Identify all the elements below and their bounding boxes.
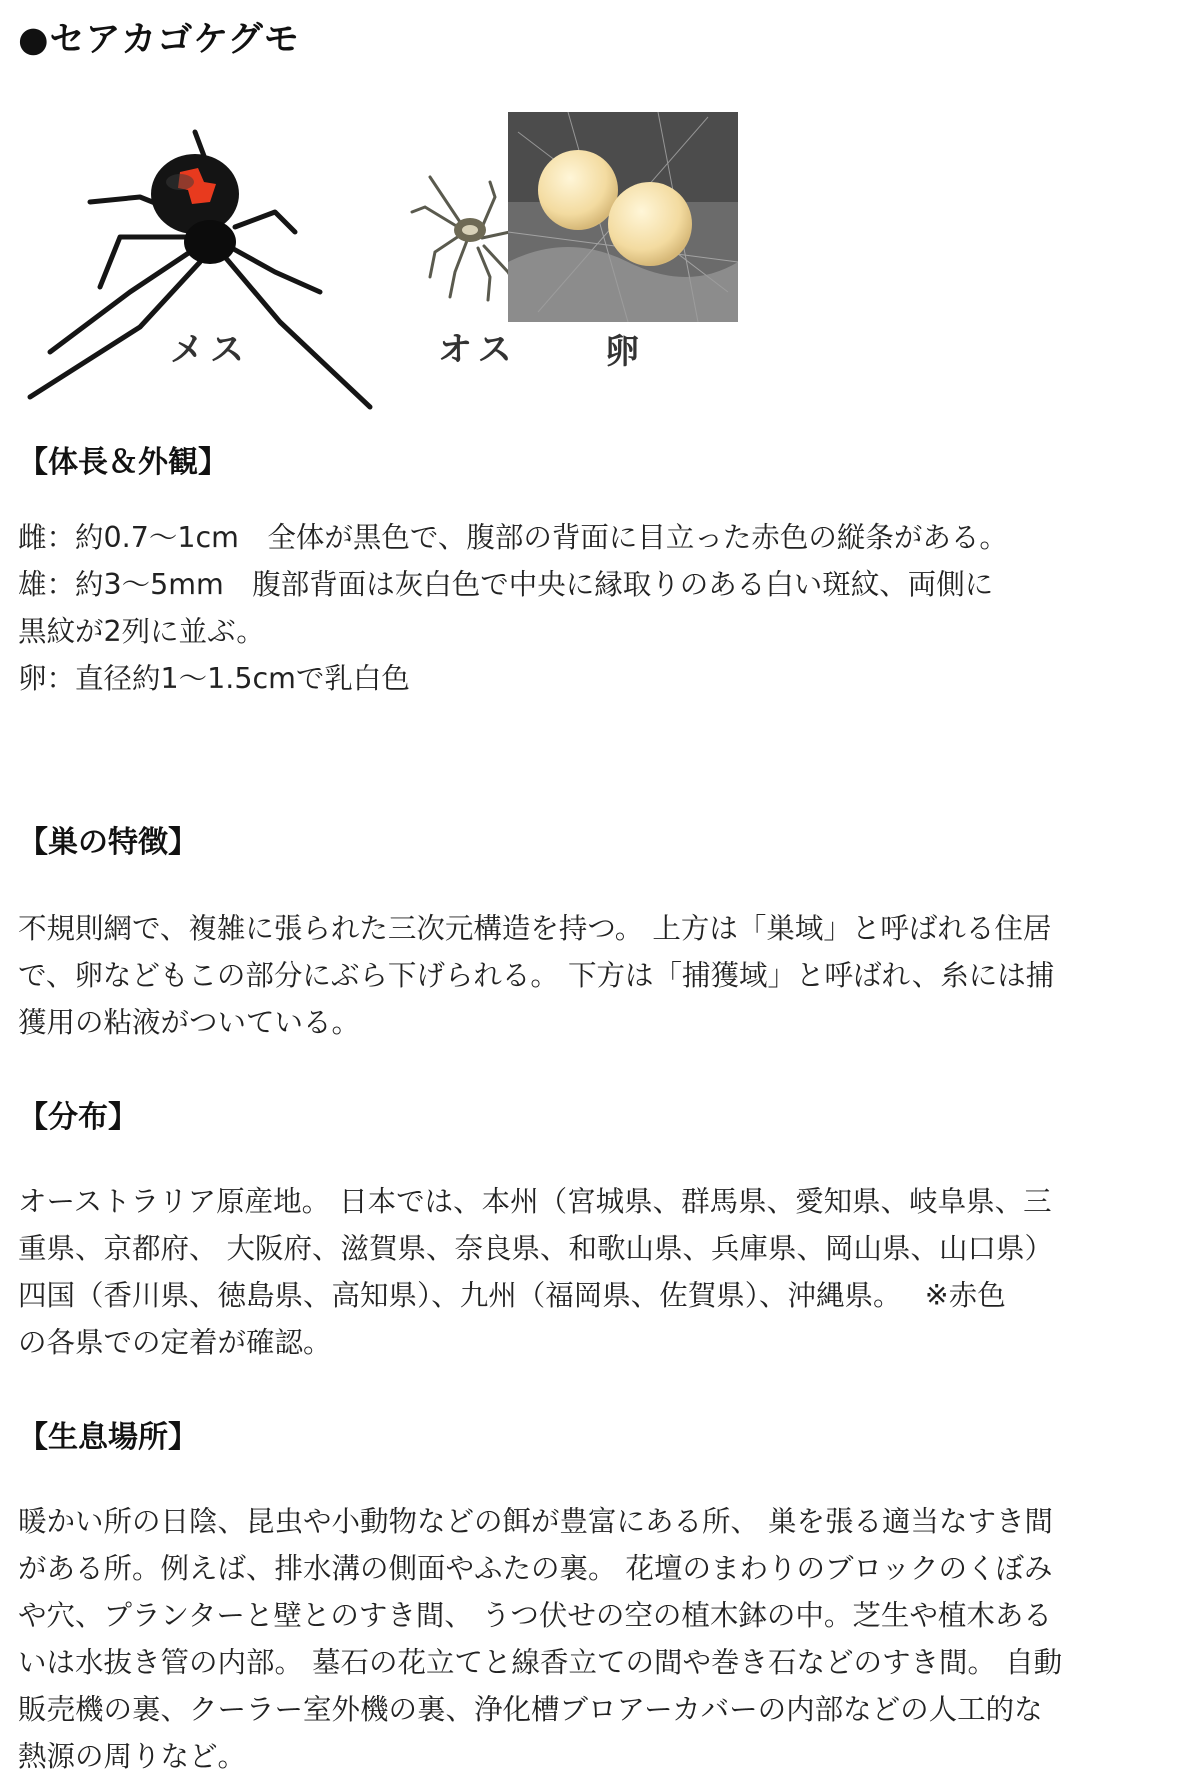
page-title: ●セアカゴケグモ [18, 20, 300, 60]
male-caption: オス [438, 330, 518, 370]
text-line: 販売機の裏、クーラー室外機の裏、浄化槽ブロアーカバーの内部などの人工的な [18, 1693, 1043, 1726]
text-line: 卵：直径約1〜1.5cmで乳白色 [18, 662, 410, 695]
text-line: や穴、プランターと壁とのすき間、 うつ伏せの空の植木鉢の中。芝生や植木ある [18, 1599, 1052, 1632]
spider-figure [20, 112, 840, 422]
text-line: 暖かい所の日陰、昆虫や小動物などの餌が豊富にある所、 巣を張る適当なすき間 [18, 1505, 1054, 1538]
section-text-nest [18, 905, 1188, 1046]
text-line: 雄：約3〜5mm 腹部背面は灰白色で中央に縁取りのある白い斑紋、両側に [18, 568, 994, 601]
text-line: オーストラリア原産地。 日本では、本州（宮城県、群馬県、愛知県、岐阜県、三 [18, 1185, 1052, 1218]
text-line: 四国（香川県、徳島県、高知県）、九州（福岡県、佐賀県）、沖縄県。 ※赤色 [18, 1279, 1006, 1312]
female-caption: メス [170, 330, 250, 370]
section-heading-nest: 【巣の特徴】 [18, 825, 198, 860]
text-line: 重県、京都府、 大阪府、滋賀県、奈良県、和歌山県、兵庫県、岡山県、山口県） [18, 1232, 1054, 1265]
egg-caption: 卵 [605, 332, 645, 372]
section-text-habitat [18, 1498, 1188, 1780]
section-text-distribution [18, 1178, 1188, 1366]
section-heading-habitat: 【生息場所】 [18, 1420, 198, 1455]
text-line: 不規則網で、複雑に張られた三次元構造を持つ。 上方は「巣域」と呼ばれる住居 [18, 912, 1052, 945]
text-line: 獲用の粘液がついている。 [18, 1006, 361, 1039]
text-line: の各県での定着が確認。 [18, 1326, 332, 1359]
text-line: 熱源の周りなど。 [18, 1740, 247, 1773]
text-line: 雌：約0.7〜1cm 全体が黒色で、腹部の背面に目立った赤色の縦条がある。 [18, 521, 1008, 554]
text-line: 黒紋が2列に並ぶ。 [18, 615, 265, 648]
section-text-body-size [18, 514, 1188, 702]
text-line: いは水抜き管の内部。 墓石の花立てと線香立ての間や巻き石などのすき間。 自動 [18, 1646, 1063, 1679]
section-heading-body-size: 【体長＆外観】 [18, 445, 228, 480]
egg-sac-photo-icon [508, 112, 738, 322]
text-line: がある所。例えば、排水溝の側面やふたの裏。 花壇のまわりのブロックのくぼみ [18, 1552, 1053, 1585]
text-line: で、卵などもこの部分にぶら下げられる。 下方は「捕獲域」と呼ばれ、糸には捕 [18, 959, 1055, 992]
section-heading-distribution: 【分布】 [18, 1100, 138, 1135]
